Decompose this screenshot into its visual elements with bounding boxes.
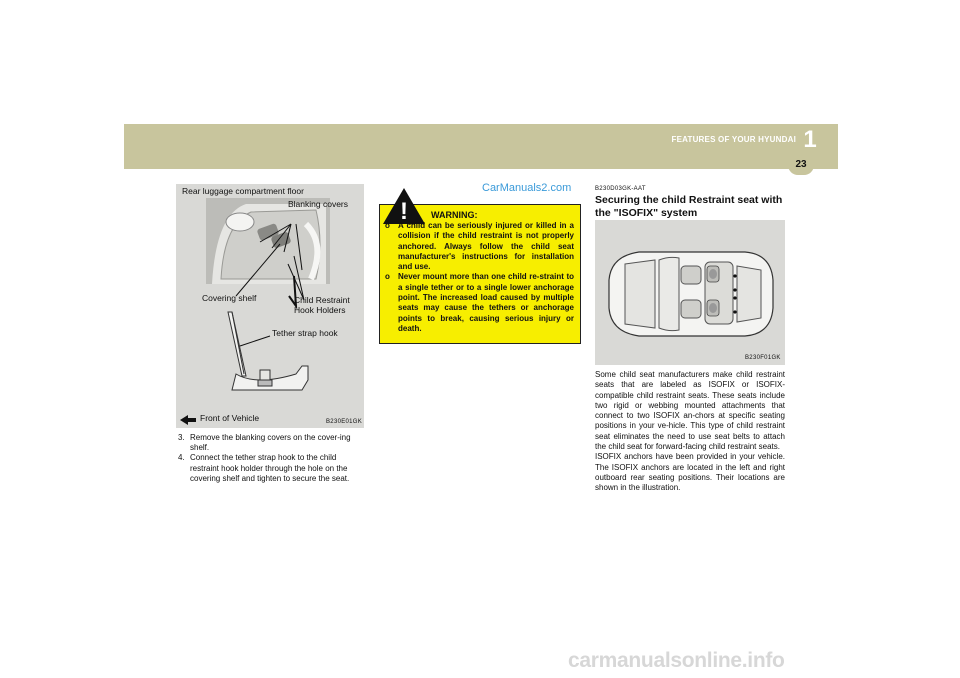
step-item xyxy=(178,453,366,484)
label-holders-line2: Hook Holders xyxy=(294,305,346,315)
warning-glyph: ! xyxy=(400,198,408,225)
label-blanking-covers: Blanking covers xyxy=(288,199,349,209)
warning-item xyxy=(385,272,574,334)
label-holders-line1: Child Restraint xyxy=(294,295,350,305)
label-covering-shelf: Covering shelf xyxy=(202,293,257,303)
label-compartment: Rear luggage compartment floor xyxy=(182,186,304,196)
warning-list xyxy=(385,221,574,334)
warning-bullet: o xyxy=(385,221,390,230)
warning-title: WARNING: xyxy=(431,210,478,220)
page-number: 23 xyxy=(795,159,807,170)
step-item xyxy=(178,433,366,453)
body-text xyxy=(595,370,785,494)
body-paragraph: Some child seat manufacturers make child restraint seats that are labeled as ISOFIX or ISOFIX-compatible child restraint seats. These seats include two rigid or webbing mounted attachments that connect to two ISOFIX an-chors at specific seating positions in your ve-hicle. This type of child restraint seat eliminates the need to use seat belts to attach the child seat for forward-facing child restraint seats. xyxy=(595,370,785,452)
figure-code-left: B230E01GK xyxy=(326,419,363,425)
step-number: 3. xyxy=(178,433,185,442)
luggage-compartment-figure xyxy=(176,184,364,428)
warning-text: A child can be seriously injured or killed in a collision if the child restraint is not properly anchored. Always follow the child seat manufacturer's instructions for installation and use. xyxy=(398,221,574,272)
header-band xyxy=(124,124,838,169)
section-title: FEATURES OF YOUR HYUNDAI xyxy=(671,135,796,144)
section-code: B230D03GK-AAT xyxy=(595,186,646,192)
warning-triangle-icon xyxy=(381,186,427,226)
step-number: 4. xyxy=(178,453,185,463)
warning-bullet: o xyxy=(385,272,390,282)
instruction-steps xyxy=(178,433,366,484)
label-front-of-vehicle: Front of Vehicle xyxy=(200,413,260,423)
step-text: Remove the blanking covers on the cover-ing shelf. xyxy=(190,433,351,453)
watermark-top[interactable]: CarManuals2.com xyxy=(482,182,572,194)
arrow-left-icon xyxy=(180,415,196,425)
body-paragraph: ISOFIX anchors have been provided in your vehicle. The ISOFIX anchors are located in the left and right outboard rear seating positions. Their locations are shown in the illustration. xyxy=(595,452,785,493)
figure-code-right: B230F01GK xyxy=(745,355,781,361)
chapter-number: 1 xyxy=(803,126,817,153)
warning-text: Never mount more than one child re-straint to a single tether or to a single lower anchorage point. The increased load caused by multiple seats may cause the tethers or anchorage points to break, causing serious injury or death. xyxy=(398,272,574,333)
warning-item xyxy=(385,221,574,272)
label-tether-hook: Tether strap hook xyxy=(272,328,338,338)
step-text: Connect the tether strap hook to the child restraint hook holder through the hole on the covering shelf and tighten to secure the seat. xyxy=(190,453,350,483)
isofix-figure xyxy=(595,220,785,365)
isofix-car-illustration xyxy=(595,220,785,365)
watermark-bottom: carmanualsonline.info xyxy=(568,649,785,672)
section-heading: Securing the child Restraint seat with the "ISOFIX" system xyxy=(595,194,783,219)
